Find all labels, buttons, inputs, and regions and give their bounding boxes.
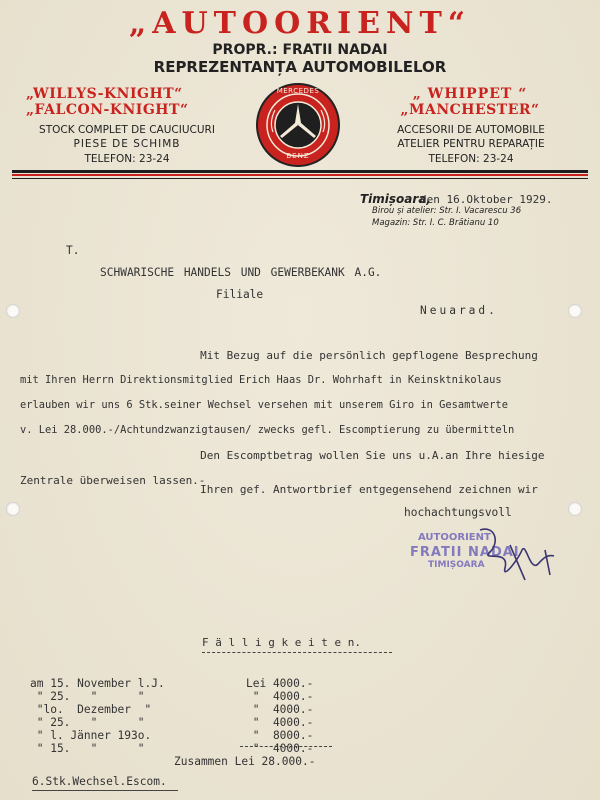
stock-line: STOCK COMPLET DE CAUCIUCURI <box>39 124 215 136</box>
brand-falcon-knight: „FALCON-KNIGHT“ <box>26 102 189 118</box>
closing: hochachtungsvoll <box>404 506 512 519</box>
brand-manchester: „MANCHESTER“ <box>400 102 540 118</box>
punch-hole-left-lower <box>6 502 20 516</box>
maturity-date: "lo. Dezember " <box>30 703 152 716</box>
maturity-amount: " 8000.- <box>246 729 314 742</box>
dateline-date: den 16.Oktober 1929. <box>420 193 553 206</box>
maturities-heading-underline <box>202 652 392 653</box>
maturity-amount: " 4000.- <box>246 690 314 703</box>
footer-note-underline <box>32 790 178 791</box>
brand-whippet: „ WHIPPET “ <box>412 86 528 102</box>
recipient-city: Neuarad. <box>420 304 498 317</box>
dateline-city: Timișoara, <box>360 192 431 206</box>
letterhead-subtitle: REPREZENTANȚA AUTOMOBILELOR <box>153 58 447 76</box>
letterhead-rule-thin <box>12 178 588 179</box>
brand-willys-knight: „WILLYS-KNIGHT“ <box>26 86 183 102</box>
body-line-2: mit Ihren Herrn Direktionsmitglied Erich Haas Dr. Wohrhaft in Keinsktnikolaus <box>20 374 502 386</box>
shop-address: Magazin: Str. I. C. Brătianu 10 <box>372 218 499 228</box>
letterhead-rule-black <box>12 170 588 173</box>
body-line-7: Ihren gef. Antwortbrief entgegensehend zeichnen wir <box>114 483 538 496</box>
body-line-3: erlauben wir uns 6 Stk.seiner Wechsel versehen mit unserem Giro in Gesamtwerte <box>20 399 508 411</box>
workshop-line: ATELIER PENTRU REPARAȚIE <box>397 138 545 150</box>
total-rule <box>240 746 332 747</box>
footer-note: 6.Stk.Wechsel.Escom. <box>32 775 167 788</box>
left-phone: TELEFON: 23-24 <box>84 153 170 165</box>
body-line-4: v. Lei 28.000.-/Achtundzwanzigtausen/ zwecks gefl. Escomptierung zu übermitteln <box>20 424 515 436</box>
letterhead-rule-red <box>12 174 588 176</box>
maturities-heading: F ä l l i g k e i t e n. <box>202 636 361 649</box>
maturity-amount: " 4000.- <box>246 703 314 716</box>
body-line-6: Zentrale überweisen lassen.- <box>20 474 206 487</box>
recipient-bank: SCHWARISCHE HANDELS UND GEWERBEKANK A.G. <box>100 266 382 279</box>
maturity-date: " 25. " " <box>30 690 145 703</box>
recipient-branch: Filiale <box>216 288 264 301</box>
maturity-amount: Lei 4000.- <box>246 677 314 690</box>
company-name: „AUTOORIENT“ <box>128 6 472 41</box>
maturities-total: Zusammen Lei 28.000.- <box>174 755 316 768</box>
owner-line: PROPR.: FRATII NADAI <box>212 42 388 58</box>
stamp-line-3: TIMIȘOARA <box>428 560 485 570</box>
logo-bottom-text: BENZ <box>286 152 310 160</box>
punch-hole-right <box>568 304 582 318</box>
stamp-line-2: FRATII NADAI <box>410 545 520 560</box>
maturity-amount: " 4000.- <box>246 742 314 755</box>
salutation: T. <box>66 244 80 257</box>
logo-top-text: MERCEDES <box>276 87 320 95</box>
maturity-amount: " 4000.- <box>246 716 314 729</box>
right-phone: TELEFON: 23-24 <box>428 153 514 165</box>
punch-hole-left <box>6 304 20 318</box>
maturity-date: am 15. November l.J. <box>30 677 165 690</box>
maturity-date: " 15. " " <box>30 742 145 755</box>
stamp-line-1: AUTOORIENT <box>418 532 491 543</box>
body-line-5: Den Escomptbetrag wollen Sie uns u.A.an Ihre hiesige <box>114 449 545 462</box>
office-address: Birou și atelier: Str. I. Vacarescu 36 <box>372 206 522 216</box>
parts-line: PIESE DE SCHIMB <box>73 138 181 150</box>
handwritten-signature-icon <box>450 520 570 590</box>
maturity-date: " 25. " " <box>30 716 145 729</box>
punch-hole-right-lower <box>568 502 582 516</box>
maturity-date: " l. Jänner 193o. <box>30 729 152 742</box>
accessories-line: ACCESORII DE AUTOMOBILE <box>397 124 545 136</box>
body-line-1: Mit Bezug auf die persönlich gepflogene Besprechung <box>114 349 538 362</box>
